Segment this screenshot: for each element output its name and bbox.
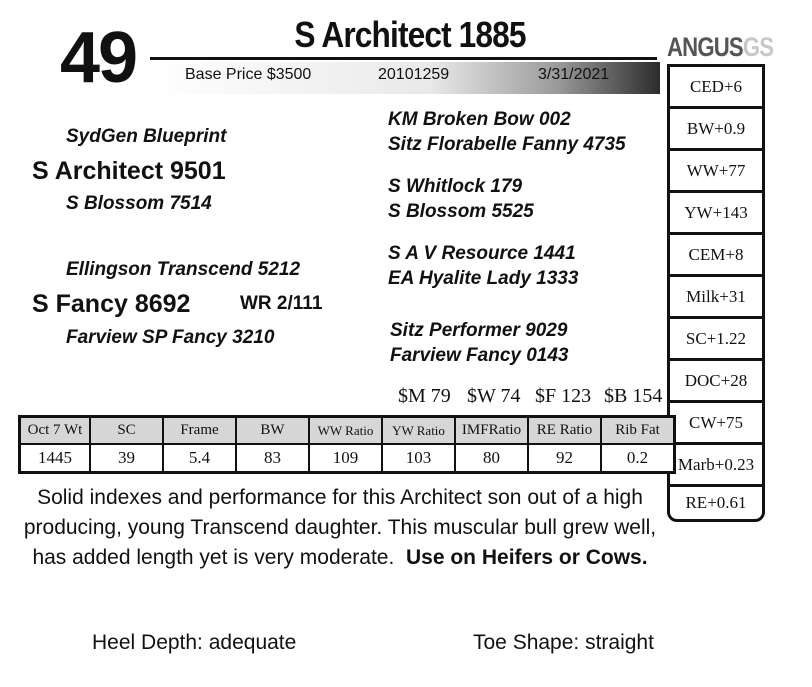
epd-ced: CED+6 <box>670 67 762 109</box>
epd-marb: Marb+0.23 <box>670 445 762 487</box>
ggp-1: KM Broken Bow 002 <box>388 109 571 130</box>
epd-bw: BW+0.9 <box>670 109 762 151</box>
header-cell: Rib Fat <box>601 417 675 445</box>
performance-table <box>18 415 676 474</box>
epd-re: RE+0.61 <box>685 493 747 512</box>
epd-doc: DOC+28 <box>670 361 762 403</box>
header-cell: WW Ratio <box>309 417 382 445</box>
index-f: $F 123 <box>535 385 592 407</box>
toe-shape: Toe Shape: straight <box>473 631 654 654</box>
epd-cem: CEM+8 <box>670 235 762 277</box>
dam-weaning-ratio: WR 2/111 <box>240 293 323 314</box>
value-cell: 103 <box>382 444 455 473</box>
heel-depth: Heel Depth: adequate <box>92 631 297 654</box>
value-cell: 0.2 <box>601 444 675 473</box>
epd-cw: CW+75 <box>670 403 762 445</box>
dam-sire: Ellingson Transcend 5212 <box>66 259 301 280</box>
index-b: $B 154 <box>604 385 663 407</box>
birth-date: 3/31/2021 <box>538 66 610 83</box>
value-cell: 39 <box>90 444 163 473</box>
animal-name-title: S Architect 1885 <box>294 14 526 55</box>
ggp-8: Farview Fancy 0143 <box>390 345 569 366</box>
description <box>20 483 660 573</box>
dam-dam: Farview SP Fancy 3210 <box>66 327 275 348</box>
value-cell: 92 <box>528 444 601 473</box>
value-cell: 83 <box>236 444 309 473</box>
epd-milk: Milk+31 <box>670 277 762 319</box>
header-cell: YW Ratio <box>382 417 455 445</box>
ggp-6: EA Hyalite Lady 1333 <box>388 268 579 289</box>
ggp-7: Sitz Performer 9029 <box>390 320 568 341</box>
registration-number: 20101259 <box>378 66 450 83</box>
base-price: Base Price $3500 <box>185 66 312 83</box>
performance-header-row <box>20 417 675 445</box>
epd-sc: SC+1.22 <box>670 319 762 361</box>
epd-yw: YW+143 <box>670 193 762 235</box>
sire: S Architect 9501 <box>32 157 226 185</box>
ggp-2: Sitz Florabelle Fanny 4735 <box>388 134 626 155</box>
header-cell: Oct 7 Wt <box>20 417 91 445</box>
title-underline <box>150 57 657 60</box>
sire-sire: SydGen Blueprint <box>66 126 227 147</box>
breed-logo-suffix: GS <box>742 32 774 62</box>
value-cell: 80 <box>455 444 528 473</box>
index-m: $M 79 <box>398 385 451 407</box>
breed-logo-main: ANGUS <box>667 32 743 62</box>
value-cell: 109 <box>309 444 382 473</box>
header-cell: BW <box>236 417 309 445</box>
performance-value-row <box>20 444 675 473</box>
ggp-5: S A V Resource 1441 <box>388 243 576 264</box>
breed-logo <box>667 32 773 63</box>
header-cell: SC <box>90 417 163 445</box>
header-cell: RE Ratio <box>528 417 601 445</box>
description-emphasis: Use on Heifers or Cows. <box>406 546 648 569</box>
description-text: Solid indexes and performance for this Architect son out of a high producing, young Transcend daughter. This muscular bull grew well, has added length yet is very moderate. <box>23 486 657 569</box>
epd-column <box>667 64 765 522</box>
sire-dam: S Blossom 7514 <box>66 193 212 214</box>
value-cell: 5.4 <box>163 444 236 473</box>
index-w: $W 74 <box>467 385 521 407</box>
value-cell: 1445 <box>20 444 91 473</box>
ggp-4: S Blossom 5525 <box>388 201 534 222</box>
lot-number: 49 <box>60 18 137 98</box>
header-cell: IMFRatio <box>455 417 528 445</box>
header-cell: Frame <box>163 417 236 445</box>
epd-ww: WW+77 <box>670 151 762 193</box>
dam: S Fancy 8692 <box>32 290 191 318</box>
ggp-3: S Whitlock 179 <box>388 176 523 197</box>
